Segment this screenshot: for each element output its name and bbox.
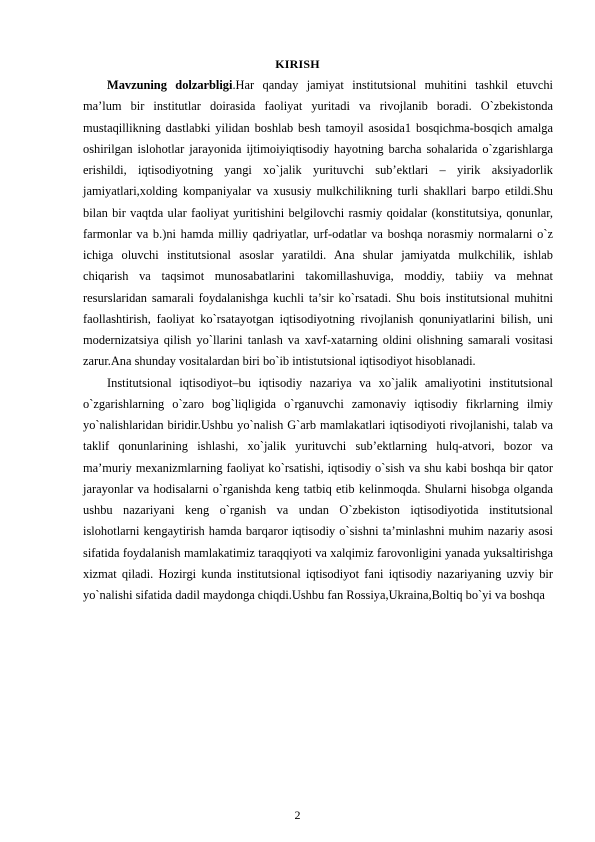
paragraph-relevance bbox=[83, 75, 553, 373]
paragraph-text: .Har qanday jamiyat institutsional muhitini tashkil etuvchi ma’lum bir institutlar doirasida faoliyat yuritadi va rivojlanib boradi. O`zbekistonda mustaqillikning dastlabki yilidan boshlab besh tamoyil asosida1 bosqichma-bosqich amalga oshirilgan islohotlar jarayonida ijtimoiyiqtisodiy hayotning barcha sohalarida o`zgarishlarga erishildi, iqtisodiyotning yangi xo`jalik yurituvchi sub’ektlari – yirik aksiyadorlik jamiyatlari,xolding kompaniyalar va xususiy mulkchilikning turli shakllari barpo etildi.Shu bilan bir vaqtda ular faoliyat yuritishini belgilovchi rasmiy qoidalar (konstitutsiya, qonunlar, farmonlar va b.)ni hamda milliy qadriyatlar, urf-odatlar va boshqa norasmiy normalarni o`z ichiga oluvchi institutsional asoslar yaratildi. Ana shular jamiyatda mulkchilik, ishlab chiqarish va taqsimot munosabatlarini takomillashuviga, moddiy, tabiiy va mehnat resurslaridan samarali foydalanishga kuchli ta’sir ko`rsatadi. Shu bois institutsional muhitni faollashtirish, faoliyat ko`rsatayotgan iqtisodiyotning rivojlanish qonuniyatlarini bilish, uni modernizatsiya qilish yo`llarini tanlash va xavf-xatarning oldini olishning samarali vositasi zarur.Ana shunday vositalardan biri bo`ib intistutsional iqtisodiyot hisoblanadi. bbox=[83, 78, 553, 369]
paragraph-lead: Mavzuning dolzarbligi bbox=[107, 78, 233, 92]
section-title: KIRISH bbox=[275, 57, 320, 71]
paragraph-text: Institutsional iqtisodiyot–bu iqtisodiy nazariya va xo`jalik amaliyotini institutsional o`zgarishlarning o`zaro bog`liqligida o`rganuvchi zamonaviy iqtisodiy fikrlarning ilmiy yo`nalishlaridan biridir.Ushbu yo`nalish G`arb mamlakatlari iqtisodiyoti rivojlanishi, talab va taklif qonunlarining ishlashi, xo`jalik yurituvchi sub’ektlarning hulq-atvori, bozor va ma’muriy mexanizmlarning faoliyat ko`rsatishi, iqtisodiy o`sish va shu kabi boshqa bir qator jarayonlar va hodisalarni o`rganishda keng tatbiq etib kelinmoqda. Shularni hisobga olganda ushbu nazariyani keng o`rganish va undan O`zbekiston iqtisodiyotida institutsional islohotlarni kengaytirish hamda barqaror iqtisodiy o`sishni ta’minlashni muhim nazariy asosi sifatida foydalanish mamlakatimiz taraqqiyoti va xalqimiz farovonligini yanada yuksaltirishga xizmat qiladi. Hozirgi kunda institutsional iqtisodiyot fani iqtisodiy nazariyaning uzviy bir yo`nalishi sifatida dadil maydonga chiqdi.Ushbu fan Rossiya,Ukraina,Boltiq bo`yi va boshqa bbox=[83, 375, 553, 602]
page-number: 2 bbox=[294, 808, 301, 822]
body-text bbox=[83, 75, 553, 606]
paragraph-institutional-economics bbox=[83, 373, 553, 607]
